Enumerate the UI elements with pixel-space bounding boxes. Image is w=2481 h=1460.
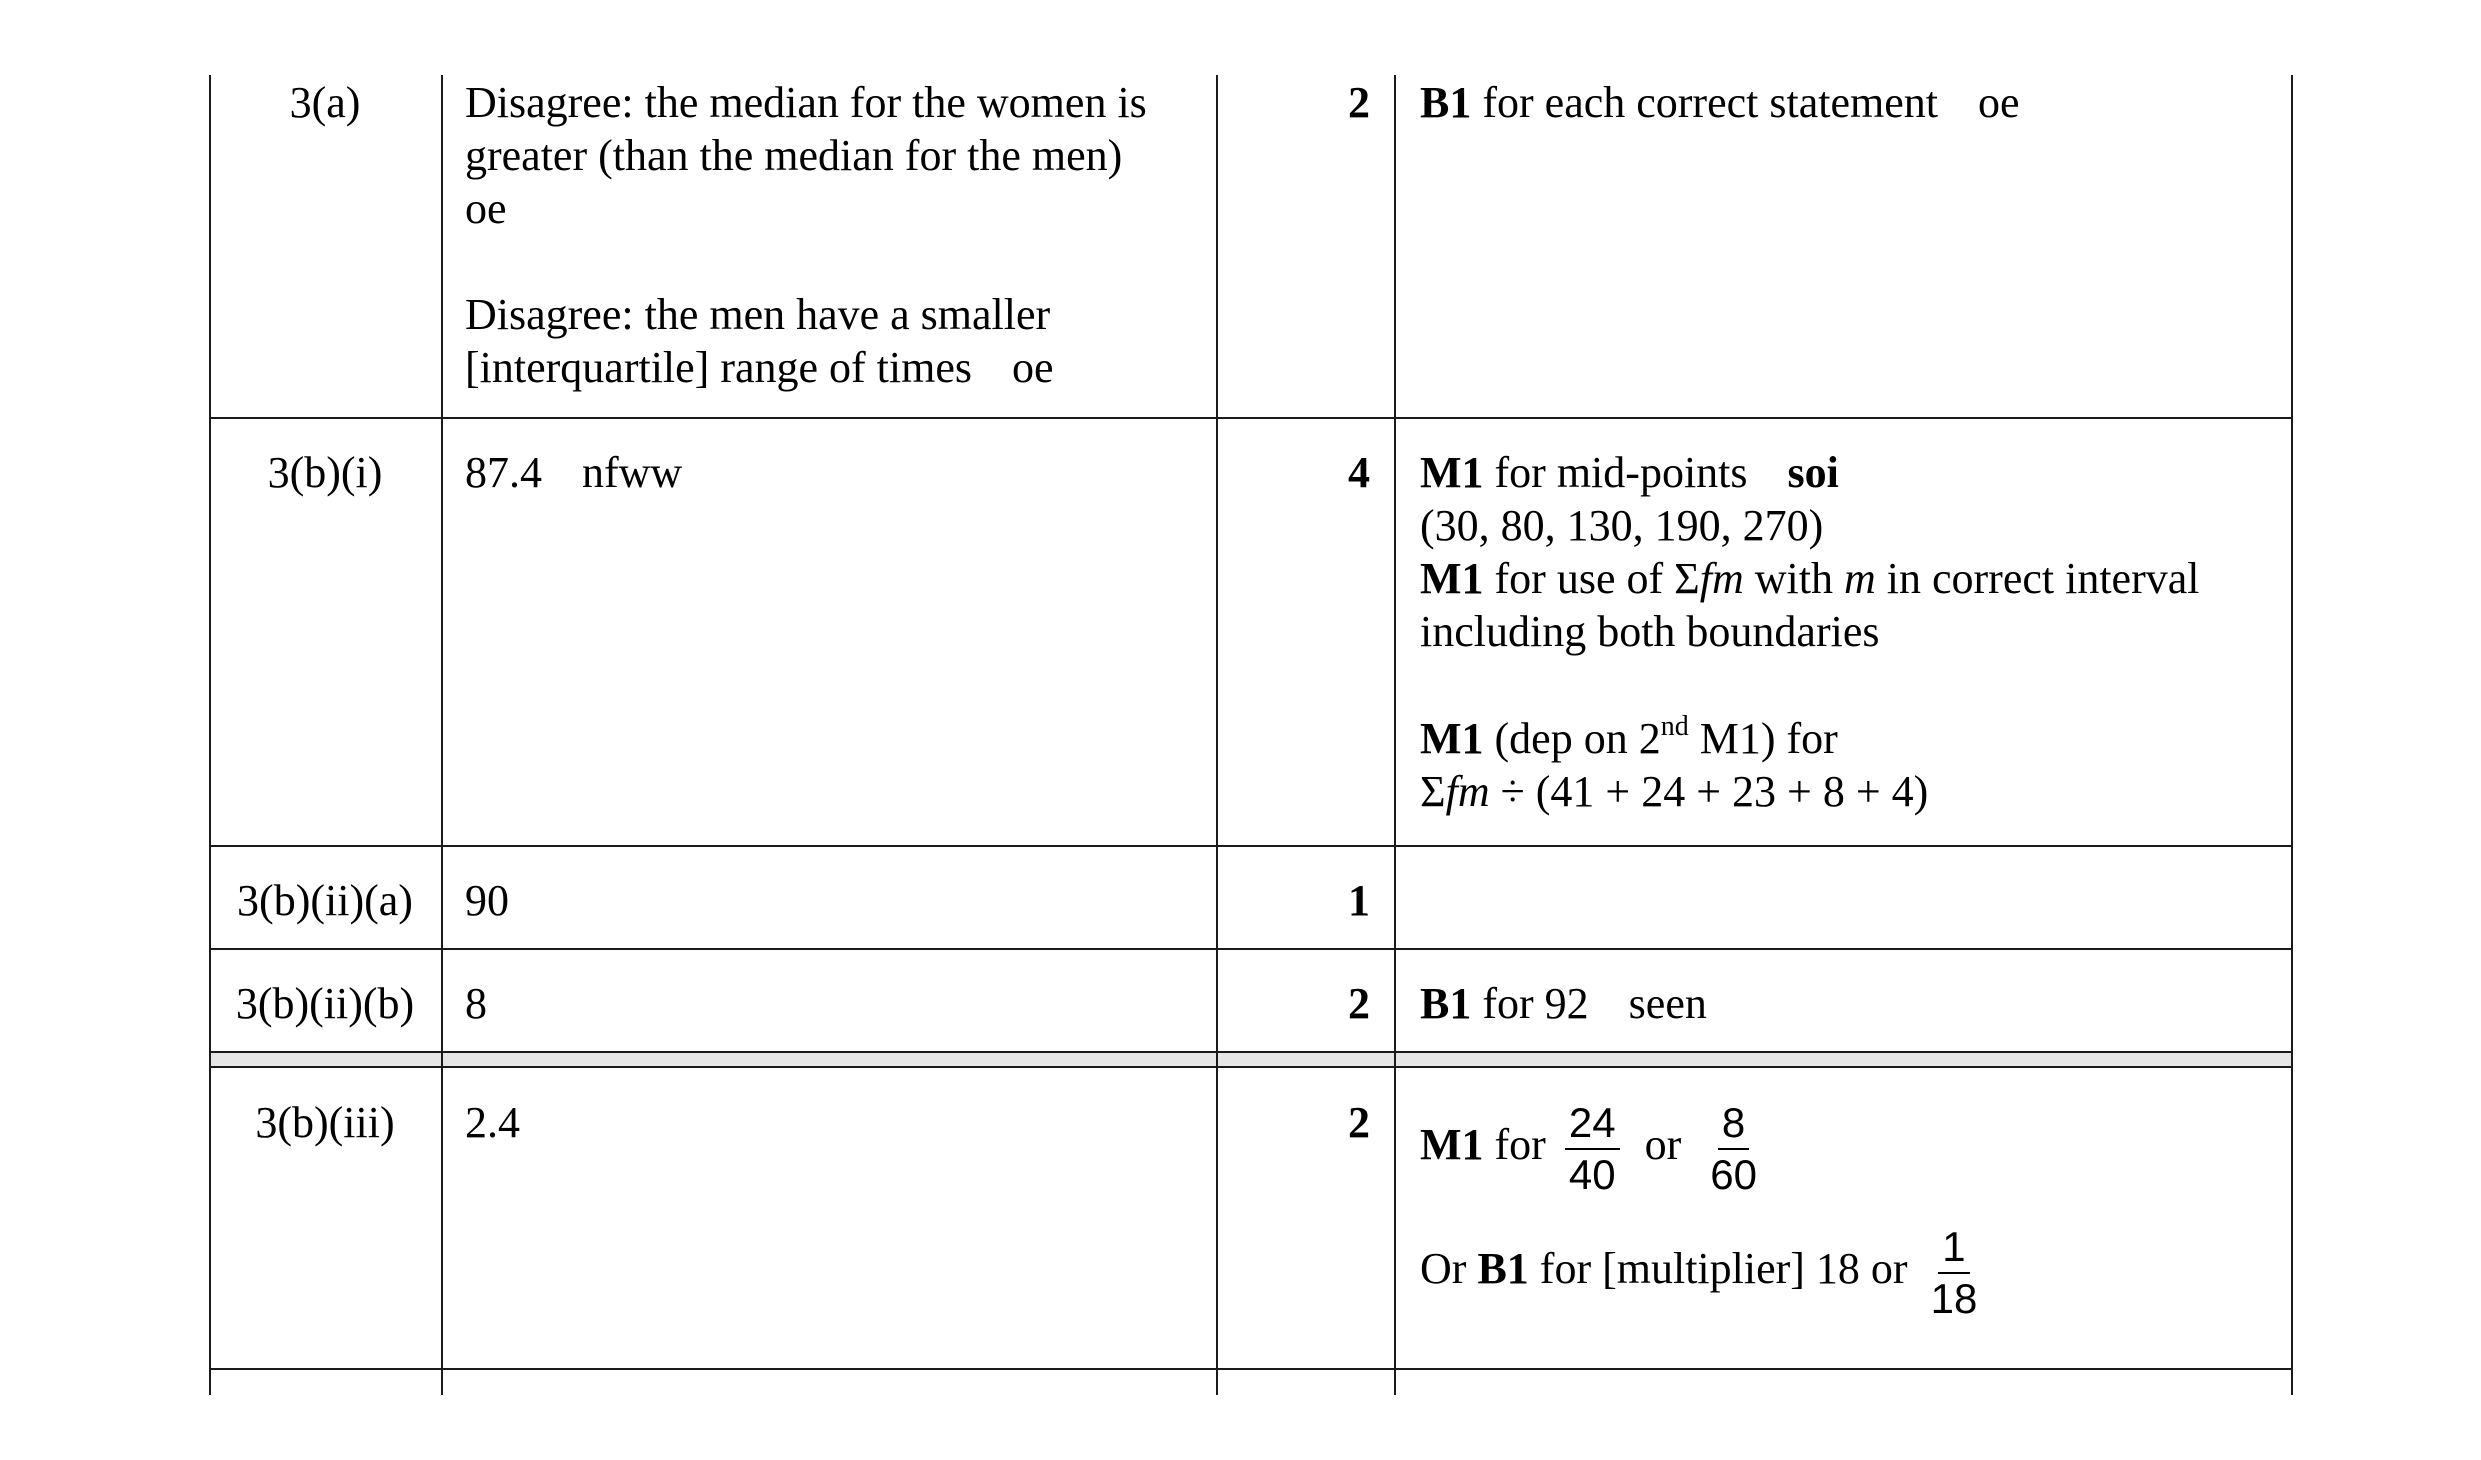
- fraction-numerator: 8: [1718, 1098, 1749, 1150]
- superscript: nd: [1660, 711, 1689, 742]
- guidance-text: Or: [1420, 1244, 1467, 1294]
- question-number: 3(b)(i): [267, 448, 383, 497]
- mark-code: B1: [1477, 1244, 1529, 1294]
- guidance-note: seen: [1628, 979, 1707, 1028]
- marks-value: 2: [1348, 78, 1370, 127]
- guidance-text: for: [1494, 1120, 1546, 1170]
- guidance-note: oe: [1977, 78, 2020, 127]
- answer-cell: [465, 76, 1205, 235]
- marks-value: 4: [1348, 448, 1370, 497]
- question-number: 3(b)(ii)(a): [237, 876, 413, 925]
- mark-code: M1: [1420, 1120, 1484, 1170]
- answer-note: oe: [1012, 343, 1054, 392]
- fraction-denominator: 40: [1568, 1151, 1616, 1198]
- answer-note: nfww: [582, 448, 683, 497]
- column-border: [1394, 75, 1396, 1395]
- row-divider: [209, 1066, 2293, 1068]
- guidance-text: or: [1644, 1120, 1682, 1170]
- fraction: [1565, 1098, 1620, 1200]
- answer-text: 90: [465, 876, 509, 925]
- column-border: [441, 75, 443, 1395]
- guidance-text: for [multiplier] 18 or: [1539, 1244, 1908, 1294]
- guidance-math: Σ: [1420, 767, 1446, 816]
- marks-value: 1: [1348, 876, 1370, 925]
- guidance-line: [1420, 1222, 1989, 1324]
- guidance-text: for each correct statement: [1482, 78, 1938, 127]
- guidance-text: for use of Σ: [1494, 554, 1700, 603]
- guidance-text: (30, 80, 130, 190, 270): [1420, 501, 1824, 550]
- guidance-math: fm: [1699, 554, 1744, 603]
- marks-value: 2: [1348, 979, 1370, 1028]
- answer-text: 8: [465, 979, 487, 1028]
- answer-text: Disagree: the median for the women is greater (than the median for the men): [465, 78, 1147, 180]
- guidance-text: (dep on 2: [1494, 714, 1661, 763]
- row-divider: [209, 417, 2293, 419]
- mark-code: B1: [1420, 78, 1472, 127]
- guidance-text: ÷ (41 + 24 + 23 + 8 + 4): [1500, 767, 1929, 816]
- mark-code: M1: [1420, 714, 1484, 763]
- guidance-cell: [1420, 712, 2280, 818]
- guidance-text: in correct interval including both boundaries: [1420, 554, 2200, 656]
- guidance-math: fm: [1445, 767, 1490, 816]
- question-number: 3(b)(ii)(b): [235, 979, 415, 1028]
- guidance-cell: [1420, 446, 2280, 658]
- guidance-text: with: [1754, 554, 1833, 603]
- mark-code: M1: [1420, 448, 1484, 497]
- mark-code: M1: [1420, 554, 1484, 603]
- guidance-line: [1420, 1098, 1769, 1200]
- answer-text: 87.4: [465, 448, 542, 497]
- question-number: 3(b)(iii): [255, 1098, 395, 1147]
- guidance-cell: [1420, 76, 2280, 129]
- column-border: [1216, 75, 1218, 1395]
- column-border: [209, 75, 211, 1395]
- guidance-cell: [1420, 977, 2280, 1030]
- guidance-text: M1) for: [1699, 714, 1838, 763]
- fraction: [1706, 1098, 1761, 1200]
- column-border: [2291, 75, 2293, 1395]
- row-divider: [209, 1368, 2293, 1370]
- fraction-numerator: 1: [1938, 1222, 1969, 1274]
- fraction-denominator: 18: [1930, 1275, 1978, 1322]
- row-divider: [209, 948, 2293, 950]
- fraction-denominator: 60: [1710, 1151, 1757, 1198]
- answer-cell: [465, 288, 1205, 394]
- answer-cell: [465, 446, 1205, 499]
- guidance-math: m: [1843, 554, 1876, 603]
- answer-text: Disagree: the men have a smaller [interquartile] range of times: [465, 290, 1051, 392]
- guidance-text: for mid-points: [1494, 448, 1748, 497]
- section-separator-band: [209, 1053, 2293, 1067]
- marks-value: 2: [1348, 1098, 1370, 1147]
- row-divider: [209, 845, 2293, 847]
- answer-text: 2.4: [465, 1098, 520, 1147]
- fraction: [1927, 1222, 1982, 1324]
- question-number: 3(a): [289, 78, 361, 127]
- fraction-numerator: 24: [1565, 1098, 1620, 1150]
- guidance-note: soi: [1787, 448, 1839, 497]
- answer-note: oe: [465, 184, 507, 233]
- guidance-text: for 92: [1482, 979, 1589, 1028]
- mark-code: B1: [1420, 979, 1472, 1028]
